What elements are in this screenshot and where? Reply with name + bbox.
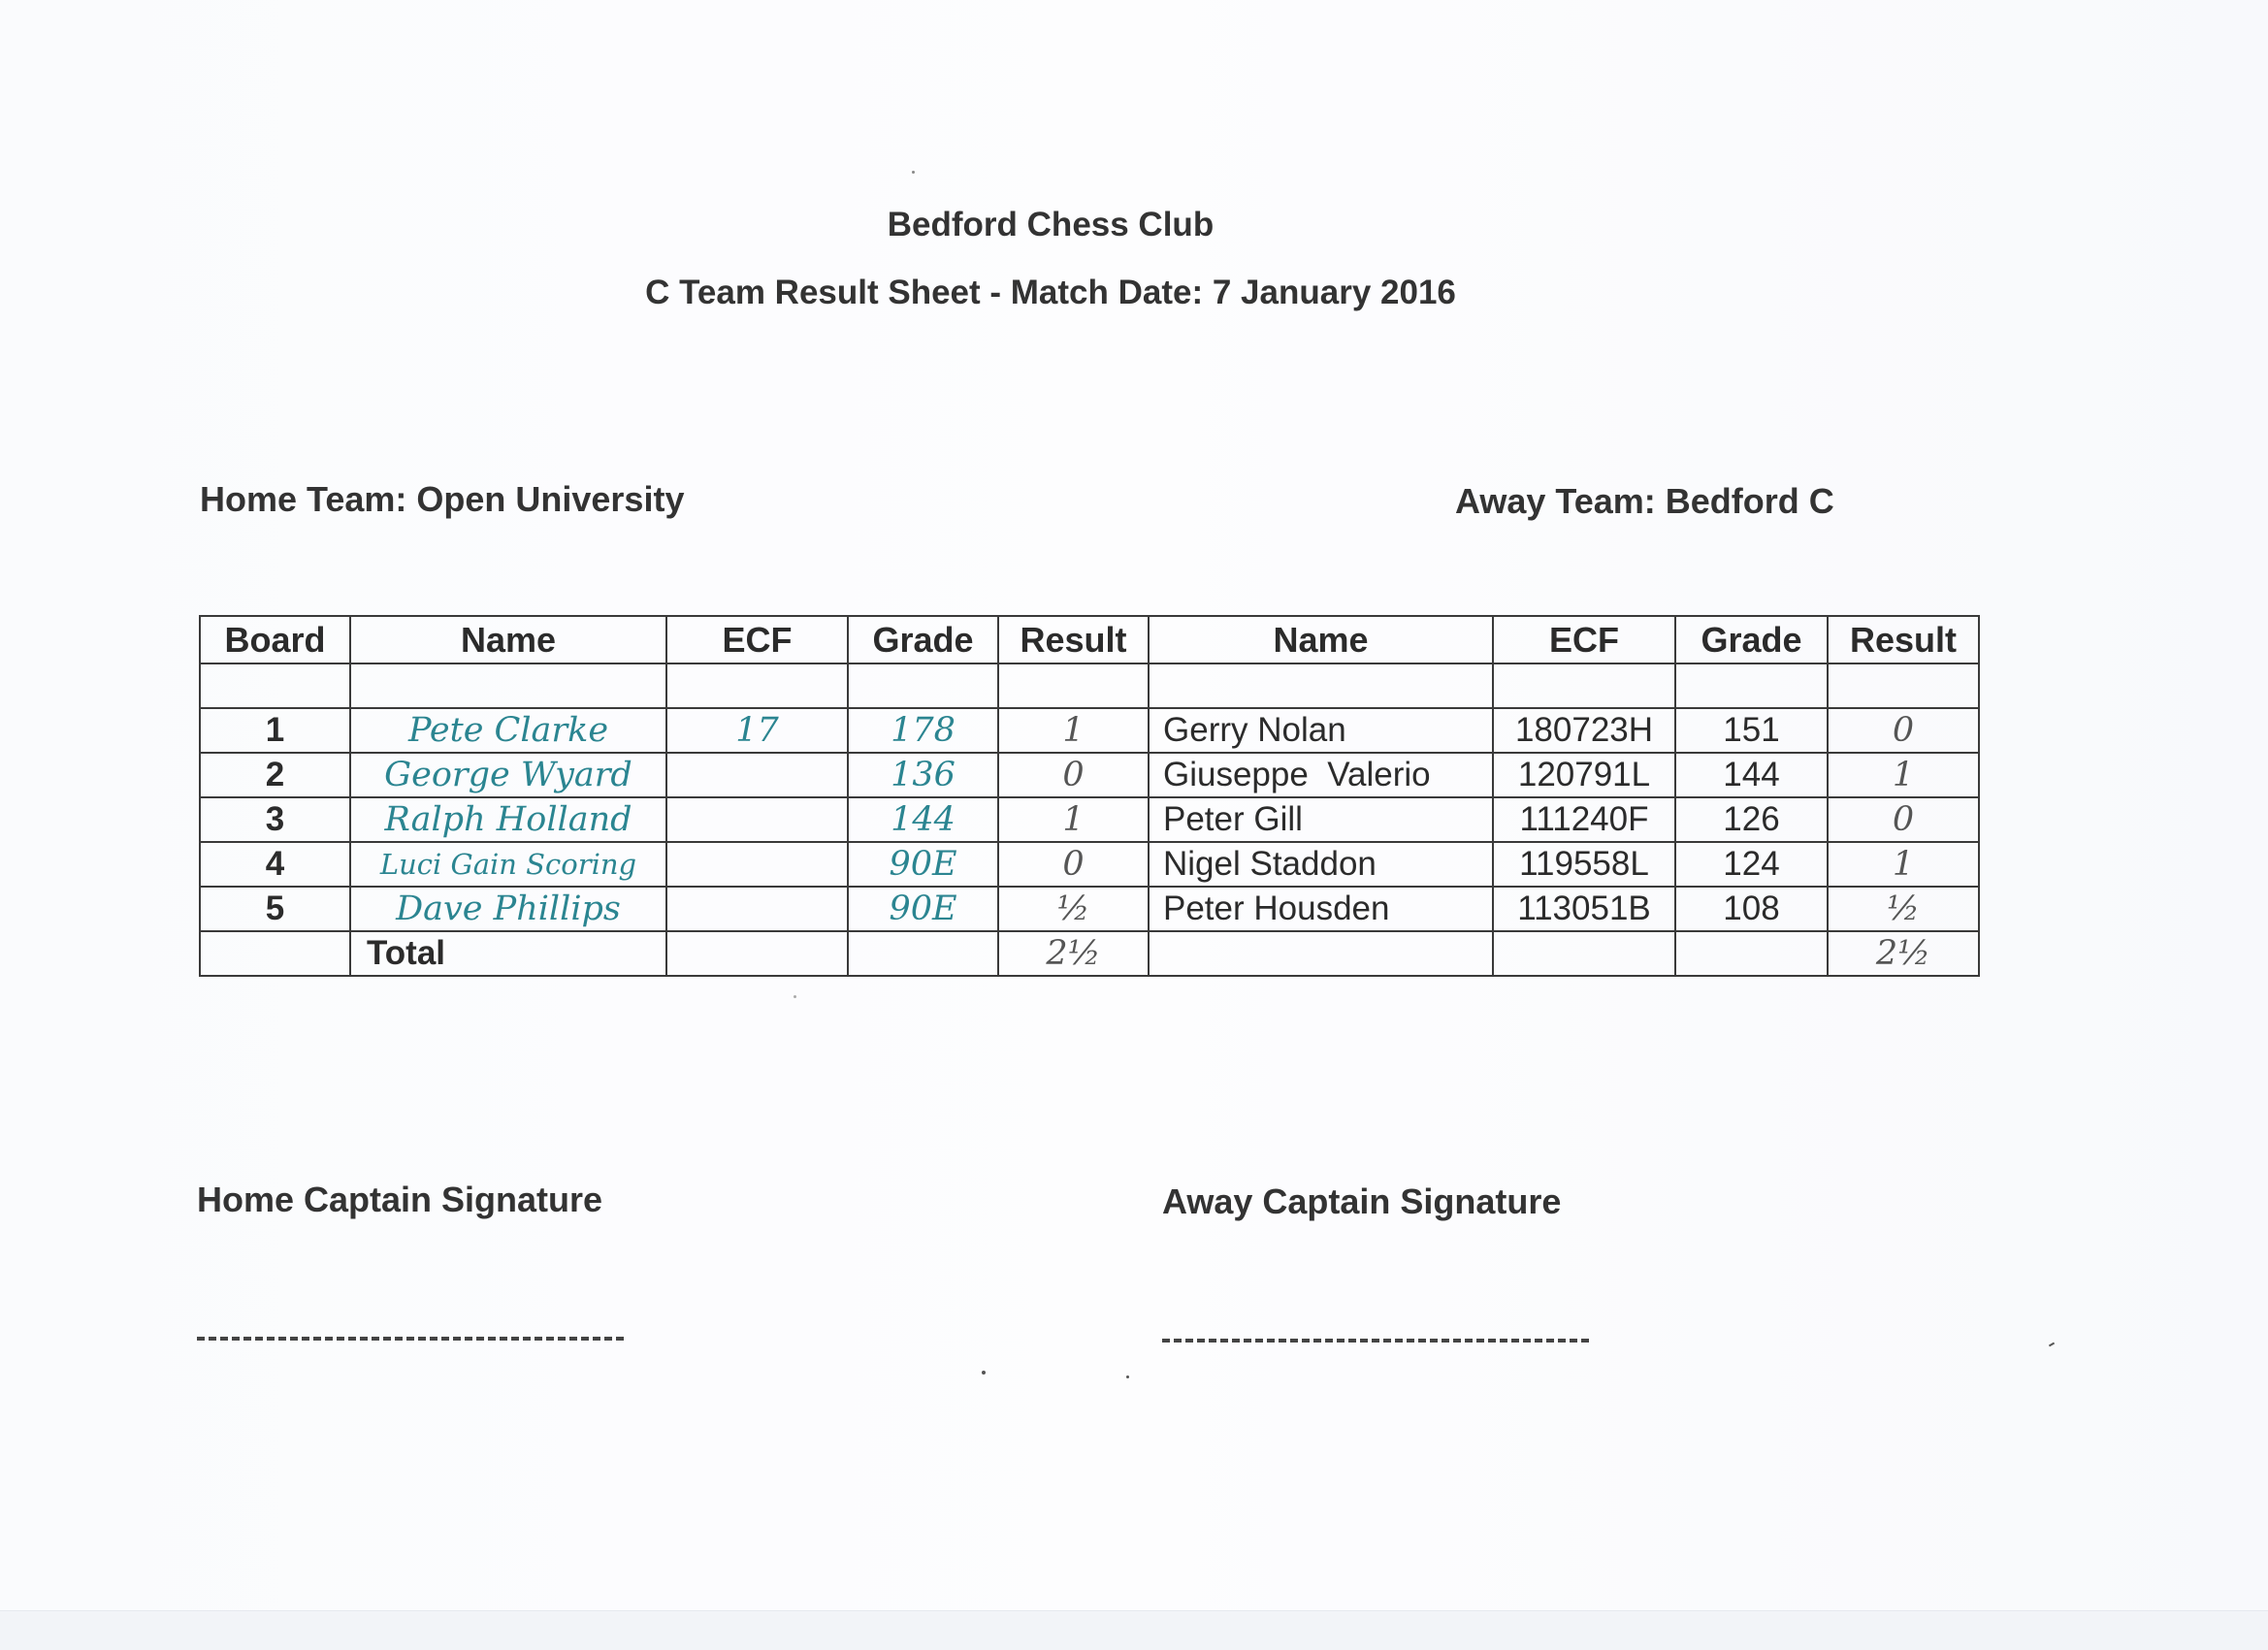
home-player-result: 1 [998, 797, 1149, 842]
away-player-ecf: 113051B [1493, 887, 1675, 931]
board-number: 1 [200, 708, 350, 753]
scan-speck [1126, 1375, 1129, 1378]
table-row [200, 753, 1979, 797]
total-row [200, 931, 1979, 976]
home-captain-signature-label: Home Captain Signature [197, 1180, 603, 1219]
scan-speck [794, 995, 796, 998]
home-team-label: Home Team: Open University [200, 479, 685, 519]
club-title: Bedford Chess Club [887, 206, 1215, 243]
table-row [200, 708, 1979, 753]
home-player-result: 0 [998, 753, 1149, 797]
header-home-grade: Grade [848, 616, 998, 663]
home-player-grade: 178 [848, 708, 998, 753]
away-player-ecf: 119558L [1493, 842, 1675, 887]
away-player-grade: 126 [1675, 797, 1828, 842]
away-captain-signature-label: Away Captain Signature [1162, 1181, 1562, 1221]
home-player-result: 0 [998, 842, 1149, 887]
away-team-label: Away Team: Bedford C [1455, 481, 1834, 521]
away-player-ecf: 180723H [1493, 708, 1675, 753]
board-number: 3 [200, 797, 350, 842]
home-player-ecf: 17 [666, 708, 848, 753]
scan-speck [982, 1371, 986, 1375]
board-number: 4 [200, 842, 350, 887]
home-signature-line [197, 1337, 624, 1341]
away-player-name: Nigel Staddon [1149, 842, 1493, 887]
table-row [200, 797, 1979, 842]
results-table [199, 615, 1980, 977]
away-player-name: Peter Housden [1149, 887, 1493, 931]
home-player-ecf [666, 887, 848, 931]
board-number: 5 [200, 887, 350, 931]
away-player-result: ½ [1828, 887, 1979, 931]
home-player-name: Luci Gain Scoring [350, 842, 666, 887]
blank-row [200, 663, 1979, 708]
total-label: Total [350, 931, 666, 976]
scan-speck [912, 171, 915, 174]
header-away-ecf: ECF [1493, 616, 1675, 663]
away-player-grade: 124 [1675, 842, 1828, 887]
away-total: 2½ [1828, 931, 1979, 976]
header-away-grade: Grade [1675, 616, 1828, 663]
header-away-name: Name [1149, 616, 1493, 663]
away-player-result: 0 [1828, 708, 1979, 753]
home-player-name: Dave Phillips [350, 887, 666, 931]
header-home-name: Name [350, 616, 666, 663]
home-player-name: Ralph Holland [350, 797, 666, 842]
header-away-result: Result [1828, 616, 1979, 663]
away-player-name: Peter Gill [1149, 797, 1493, 842]
home-total: 2½ [998, 931, 1149, 976]
home-player-grade: 90E [848, 842, 998, 887]
home-player-grade: 136 [848, 753, 998, 797]
away-player-ecf: 120791L [1493, 753, 1675, 797]
table-row [200, 842, 1979, 887]
header-home-result: Result [998, 616, 1149, 663]
sheet-title: C Team Result Sheet - Match Date: 7 January 2016 [645, 274, 1456, 311]
home-player-grade: 144 [848, 797, 998, 842]
home-player-result: 1 [998, 708, 1149, 753]
home-player-ecf [666, 842, 848, 887]
away-player-result: 1 [1828, 842, 1979, 887]
home-player-ecf [666, 797, 848, 842]
scanner-edge [0, 1610, 2268, 1650]
board-number: 2 [200, 753, 350, 797]
home-player-result: ½ [998, 887, 1149, 931]
away-player-name: Gerry Nolan [1149, 708, 1493, 753]
header-board: Board [200, 616, 350, 663]
home-player-ecf [666, 753, 848, 797]
table-row [200, 887, 1979, 931]
away-player-grade: 144 [1675, 753, 1828, 797]
header-home-ecf: ECF [666, 616, 848, 663]
away-player-result: 1 [1828, 753, 1979, 797]
header-row [200, 616, 1979, 663]
away-player-ecf: 111240F [1493, 797, 1675, 842]
home-player-name: Pete Clarke [350, 708, 666, 753]
away-signature-line [1162, 1339, 1589, 1343]
away-player-name: Giuseppe Valerio [1149, 753, 1493, 797]
away-player-grade: 108 [1675, 887, 1828, 931]
away-player-grade: 151 [1675, 708, 1828, 753]
home-player-name: George Wyard [350, 753, 666, 797]
away-player-result: 0 [1828, 797, 1979, 842]
home-player-grade: 90E [848, 887, 998, 931]
